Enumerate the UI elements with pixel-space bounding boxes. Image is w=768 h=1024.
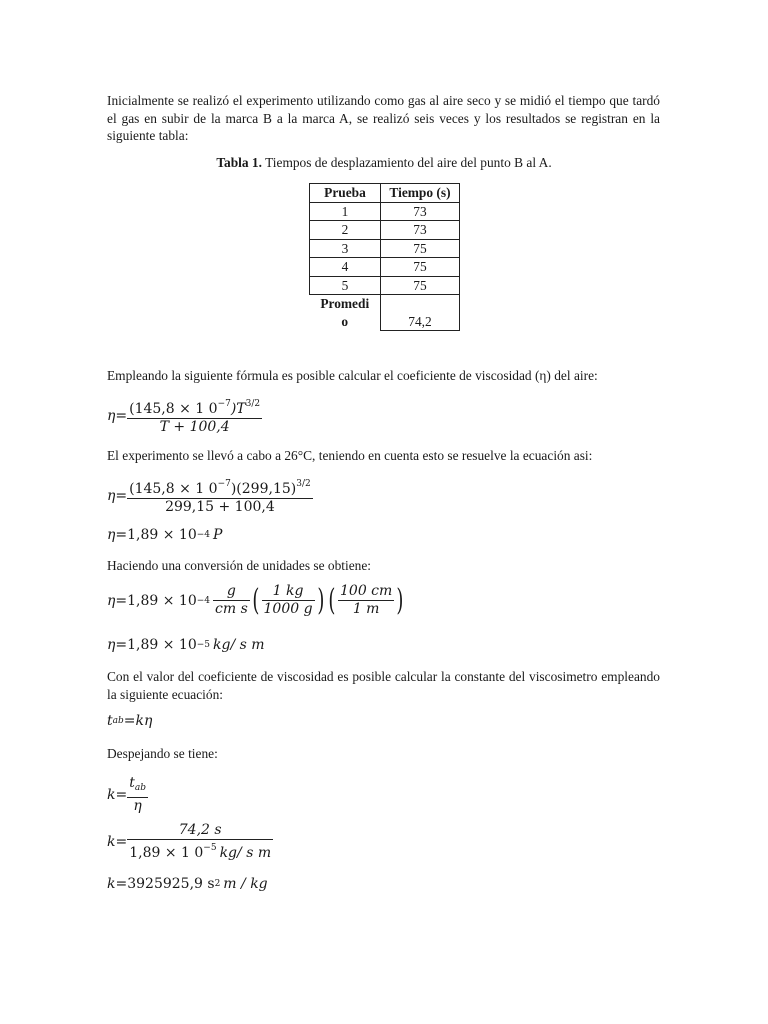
eq-exp: −4 — [196, 530, 211, 540]
fraction — [127, 476, 313, 516]
equation-eta-general: η = $\frac{(145,8 \times 1 0^{-7})T^{3/2}}{T + 100,4}$ — [107, 396, 262, 436]
table-caption — [0, 155, 768, 171]
equation-k-value: k = $\frac{74,2 s}{1,89 \times 1 0^{-5} kg/ s m}$ — [107, 822, 272, 861]
table-cell: 73 — [381, 202, 460, 221]
fraction — [262, 583, 315, 618]
equation-k-def: k = $\frac{t_{ab}}{\eta}$ — [107, 775, 146, 814]
intro-paragraph: Inicialmente se realizó el experimento utilizando como gas al aire seco y se midió el tiempo que tardó el gas en subir de la marca B a la marca A, se realizó seis veces y los resultados se registran en la siguiente tabla: — [107, 93, 660, 143]
fraction — [127, 396, 262, 436]
eq-part: )T — [230, 401, 246, 417]
equation-conversion: η = 1,89 × 10 −4 $\frac{g}{\text{cm s}}$ ( $\frac{1 kg}{1000 g}$ ) ( $\frac{100 cm}{1 m}$ ) — [107, 582, 404, 618]
solve-paragraph: Despejando se tiene: — [107, 746, 218, 761]
eq-part: 1,89 × 10 — [127, 637, 197, 653]
eq-exp: −7 — [217, 479, 231, 489]
table-row — [310, 202, 460, 221]
table-cell: 75 — [381, 239, 460, 258]
eq-exp: −7 — [217, 399, 231, 409]
table-cell: 75 — [381, 258, 460, 277]
table-average-label — [310, 295, 381, 331]
eq-part: t — [129, 775, 135, 791]
eq-part: =kη — [123, 713, 153, 729]
table-header-row — [310, 184, 460, 203]
eq-num: 74,2 s — [127, 822, 273, 840]
table-caption-text: Tiempos de desplazamiento del aire del punto B al A. — [261, 155, 552, 170]
formula-paragraph: Empleando la siguiente fórmula es posible calcular el coeficiente de viscosidad (η) del aire: — [107, 368, 598, 383]
table-cell: 4 — [310, 258, 381, 277]
table-cell: 1 — [310, 202, 381, 221]
eq-part: t — [107, 713, 113, 729]
eq-unit: P — [213, 527, 223, 543]
temperature-paragraph: El experimento se llevó a cabo a 26°C, teniendo en cuenta esto se resuelve la ecuación asi: — [107, 448, 593, 463]
table-row — [310, 276, 460, 295]
equation-k-result: k = 3925925,9 s 2 m / kg — [107, 876, 268, 892]
eq-den: cm s — [215, 601, 248, 617]
constant-paragraph: Con el valor del coeficiente de viscosidad es posible calcular la constante del viscosimetro empleando la siguiente ecuación: — [107, 669, 660, 702]
table-row — [310, 221, 460, 240]
table-header-prueba: Prueba — [310, 184, 381, 203]
equation-tab — [107, 713, 152, 729]
eq-sub: ab — [134, 783, 146, 793]
eq-unit: kg/ s m — [219, 845, 272, 861]
eq-sub: ab — [112, 716, 124, 726]
table-cell: 73 — [381, 221, 460, 240]
eq-num: 1 kg — [262, 583, 315, 601]
table-caption-label: Tabla 1. — [216, 155, 262, 170]
eq-part: 1,89 × 10 — [127, 592, 197, 609]
table-header-tiempo: Tiempo (s) — [381, 184, 460, 203]
fraction — [338, 583, 394, 618]
table-average-row — [310, 295, 460, 331]
conversion-paragraph: Haciendo una conversión de unidades se obtiene: — [107, 558, 372, 573]
eq-part: (145,8 × 1 0 — [129, 481, 218, 497]
eq-part: (145,8 × 1 0 — [129, 401, 218, 417]
table-cell: 2 — [310, 221, 381, 240]
table-row — [310, 258, 460, 277]
average-label-line1: Promedi — [320, 296, 370, 311]
eq-den: 299,15 + 100,4 — [165, 499, 275, 515]
eq-num: g — [213, 583, 250, 601]
eq-exp: −5 — [203, 843, 217, 853]
eq-exp: 3/2 — [245, 399, 261, 409]
equation-eta-result: η = 1,89 × 10 −4 P — [107, 527, 223, 543]
eq-exp: −5 — [196, 640, 211, 650]
eq-den: 1 m — [352, 601, 380, 617]
table-cell: 5 — [310, 276, 381, 295]
equation-eta-si: η = 1,89 × 10 −5 kg/ s m — [107, 637, 265, 653]
table-cell: 75 — [381, 276, 460, 295]
eq-exp: 2 — [214, 879, 221, 889]
eq-exp: 3/2 — [296, 479, 311, 489]
table-average-value: 74,2 — [381, 295, 460, 331]
eq-part: )(299,15) — [230, 481, 297, 497]
eq-unit: kg/ s m — [213, 637, 265, 653]
average-label-line2: o — [341, 313, 349, 329]
results-table — [309, 183, 460, 331]
table-row — [310, 239, 460, 258]
eq-num: 100 cm — [340, 583, 393, 599]
eq-den: 1000 g — [263, 601, 313, 617]
table-cell: 3 — [310, 239, 381, 258]
equation-eta-substituted: η = $\frac{(145,8 \times 1 0^{-7})(299,15)^{3/2}}{299,15 + 100,4}$ — [107, 476, 313, 516]
eq-part: 3925925,9 s — [127, 876, 215, 892]
eq-part: 1,89 × 1 0 — [129, 845, 204, 861]
eq-unit: m / kg — [223, 876, 268, 892]
eq-exp: −4 — [196, 595, 211, 606]
fraction — [127, 775, 148, 815]
eq-den: T + 100,4 — [159, 419, 230, 435]
fraction — [213, 583, 250, 618]
eq-den: η — [133, 798, 142, 814]
eq-part: 1,89 × 10 — [127, 527, 197, 543]
fraction — [127, 822, 273, 862]
